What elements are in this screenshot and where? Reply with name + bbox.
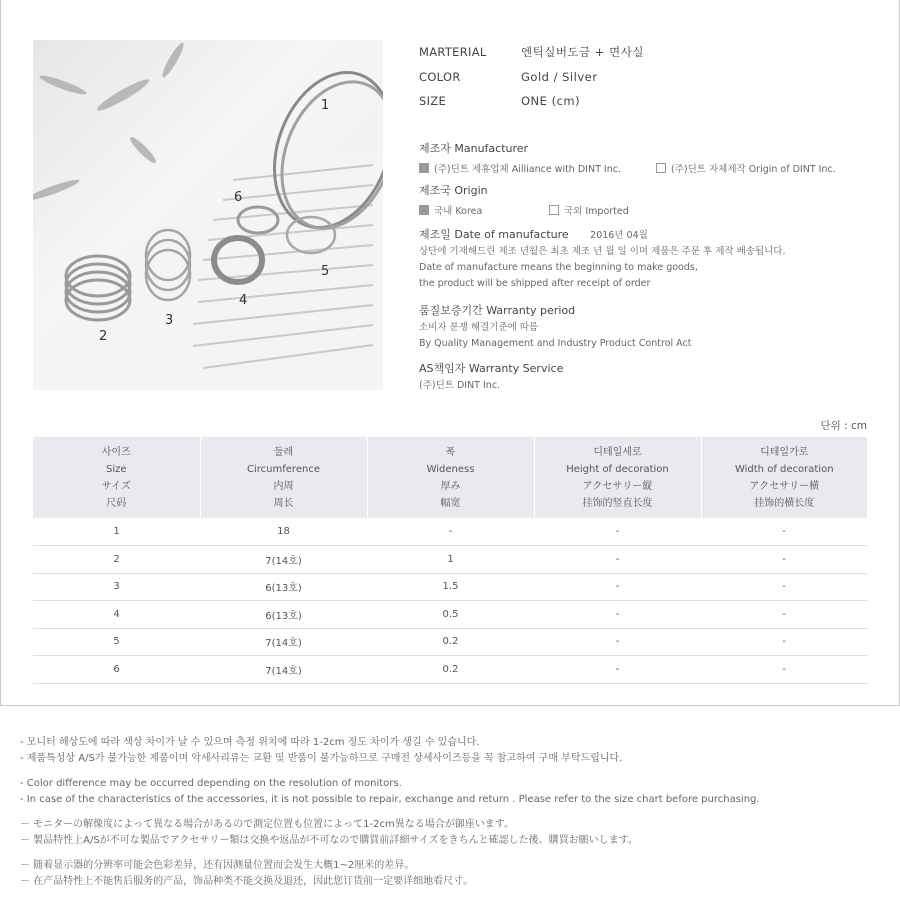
cell-height: - [534,628,701,656]
spec-key: MARTERIAL [419,45,487,60]
spec-material [419,40,879,65]
manufacturer-section [419,140,879,175]
ring-number-4: 4 [239,293,248,308]
date-title: 제조일 Date of manufacture [419,228,569,241]
origin-title: 제조국 Origin [419,184,488,197]
cell-wideness: 0.2 [367,628,534,656]
table-row [33,601,867,629]
cell-height: - [534,601,701,629]
option-label: (주)딘트 제휴업체 Ailliance with DINT Inc. [434,164,621,175]
cell-size: 4 [33,601,200,629]
checkbox-empty-icon [549,205,559,215]
date-value: 2016년 04월 [590,230,648,241]
date-line-3: the product will be shipped after receipt of order [419,278,651,289]
cell-width: - [701,601,867,629]
note-en-2: - In case of the characteristics of the accessories, it is not possible to repair, exchange and return . Please refer to the size chart before purchasing. [20,794,760,805]
ring-number-6: 6 [234,190,243,205]
rings-illustration [33,40,383,390]
unit-label: 단위 : cm [820,420,867,432]
date-section [419,226,879,292]
spec-size [419,89,879,114]
table-row [33,546,867,574]
cell-size: 6 [33,656,200,684]
size-table [33,437,867,684]
note-ja-1: － モニターの解像度によって異なる場合があるので測定位置も位置によって1-2cm異なる場合が御座います。 [20,819,514,830]
origin-options [419,203,879,217]
cell-circumference: 7(14호) [200,546,367,574]
cell-circumference: 6(13호) [200,601,367,629]
cell-wideness: 0.5 [367,601,534,629]
header-wideness: 폭 Wideness 厚み 幅宽 [367,437,534,518]
cell-circumference: 7(14호) [200,656,367,684]
ring-number-3: 3 [165,313,174,328]
note-zh-2: － 在产品特性上不能售后服务的产品，饰品种类不能交换及退还，因此您订货前一定要详细地看尺寸。 [20,876,474,887]
checkbox-checked-icon [419,205,429,215]
date-title-row [419,226,879,242]
date-line-2: Date of manufacture means the beginning to make goods, [419,262,698,273]
cell-wideness: - [367,518,534,546]
header-circumference: 둘레 Circumference 内周 周长 [200,437,367,518]
cell-height: - [534,656,701,684]
manufacturer-option-alliance [419,161,656,175]
checkbox-checked-icon [419,163,429,173]
cell-wideness: 0.2 [367,656,534,684]
warranty-line-1: 소비자 분쟁 해결기준에 따름 [419,322,539,333]
table-row [33,573,867,601]
origin-section [419,182,879,217]
manufacturer-title: 제조자 Manufacturer [419,142,529,155]
header-width-decoration: 디테일가로 Width of decoration アクセサリー横 挂饰的横长度 [701,437,867,518]
spec-list [419,40,879,114]
note-en-1: - Color difference may be occurred depending on the resolution of monitors. [20,778,402,789]
spec-key: COLOR [419,69,461,84]
cell-width: - [701,656,867,684]
warranty-line-2: By Quality Management and Industry Product Control Act [419,338,692,349]
table-row [33,518,867,546]
product-photo [33,40,383,390]
as-section [419,360,879,394]
manufacturer-option-origin [656,161,836,175]
spec-color [419,65,879,90]
cell-height: - [534,546,701,574]
manufacturer-options [419,161,879,175]
cell-circumference: 7(14호) [200,628,367,656]
cell-circumference: 18 [200,518,367,546]
notes-section [20,735,880,890]
cell-size: 1 [33,518,200,546]
cell-wideness: 1.5 [367,573,534,601]
ring-number-5: 5 [321,264,330,279]
table-header-row [33,437,867,518]
spec-value: Gold / Silver [521,69,598,84]
spec-value: 엔틱실버도금 + 면사실 [521,45,644,60]
warranty-section [419,302,879,352]
option-label: 국외 Imported [564,206,629,217]
cell-width: - [701,573,867,601]
cell-height: - [534,518,701,546]
option-label: (주)딘트 자체제작 Origin of DINT Inc. [671,164,836,175]
date-line-1: 상단에 기재해드린 제조 년월은 최초 제조 년 월 일 이며 제품은 주문 후 제작 배송됩니다. [419,246,786,257]
note-ko-1: - 모니터 해상도에 따라 색상 차이가 날 수 있으며 측정 위치에 따라 1-2cm 정도 차이가 생길 수 있습니다. [20,737,480,748]
cell-width: - [701,518,867,546]
ring-number-1: 1 [321,98,330,113]
header-size: 사이즈 Size サイズ 尺码 [33,437,200,518]
ring-number-2: 2 [99,329,108,344]
as-title: AS책임자 Warranty Service [419,362,564,375]
origin-option-imported [549,203,629,217]
cell-size: 5 [33,628,200,656]
note-zh-1: － 随着显示器的分辨率可能会色彩差异，还有因测量位置而会发生大概1~2厘米的差异。 [20,860,415,871]
cell-size: 2 [33,546,200,574]
table-row [33,656,867,684]
option-label: 국내 Korea [434,206,483,217]
cell-circumference: 6(13호) [200,573,367,601]
cell-height: - [534,573,701,601]
note-ko-2: - 제품특성상 A/S가 불가능한 제품이며 악세사리류는 교환 및 반품이 불가능하므로 구매전 상세사이즈등을 꼭 참고하여 구매 부탁드립니다. [20,753,623,764]
header-height-decoration: 디테일세로 Height of decoration アクセサリー縦 挂饰的竖直长度 [534,437,701,518]
spec-key: SIZE [419,94,447,109]
cell-size: 3 [33,573,200,601]
table-row [33,628,867,656]
as-line-1: (주)딘트 DINT Inc. [419,380,501,391]
cell-wideness: 1 [367,546,534,574]
origin-option-korea [419,203,549,217]
warranty-title: 품질보증기간 Warranty period [419,304,576,317]
spec-value: ONE (cm) [521,94,581,109]
checkbox-empty-icon [656,163,666,173]
note-ja-2: － 製品特性上A/Sが不可な製品でアクセサリー類は交換や返品が不可なので購買前詳細サイズをきちんと確認した後、購買お願いします。 [20,835,638,846]
cell-width: - [701,628,867,656]
cell-width: - [701,546,867,574]
